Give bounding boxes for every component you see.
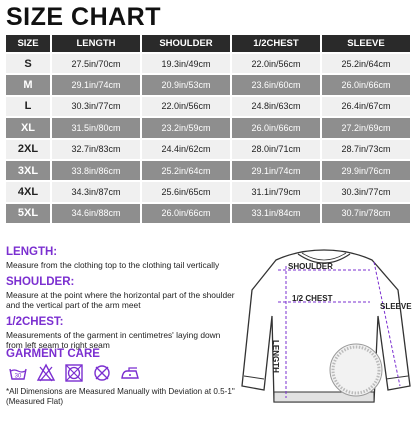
- diagram-label-shoulder: SHOULDER: [288, 262, 333, 271]
- cell-shoulder: 26.0in/66cm: [142, 204, 230, 223]
- size-chart-table: [4, 33, 412, 225]
- cell-shoulder: 23.2in/59cm: [142, 118, 230, 137]
- diagram-label-sleeve: SLEEVE: [380, 302, 412, 311]
- cell-chest: 29.1in/74cm: [232, 161, 320, 180]
- cell-sleeve: 30.7in/78cm: [322, 204, 410, 223]
- cell-length: 33.8in/86cm: [52, 161, 140, 180]
- sweatshirt-illustration: [236, 246, 416, 416]
- cell-size: 4XL: [6, 182, 50, 201]
- cell-size: 2XL: [6, 140, 50, 159]
- care-icons: [8, 363, 140, 383]
- cell-size: L: [6, 97, 50, 116]
- cell-sleeve: 26.4in/67cm: [322, 97, 410, 116]
- svg-text:30: 30: [14, 373, 22, 380]
- cell-shoulder: 25.2in/64cm: [142, 161, 230, 180]
- diagram-label-chest: 1/2 CHEST: [292, 294, 333, 303]
- diagram-label-length: LENGTH: [271, 340, 280, 373]
- cell-shoulder: 24.4in/62cm: [142, 140, 230, 159]
- cell-length: 29.1in/74cm: [52, 75, 140, 94]
- cell-length: 34.6in/88cm: [52, 204, 140, 223]
- table-row: [6, 140, 410, 159]
- cell-shoulder: 25.6in/65cm: [142, 182, 230, 201]
- table-row: [6, 118, 410, 137]
- measurement-guide: [6, 246, 236, 356]
- cell-chest: 24.8in/63cm: [232, 97, 320, 116]
- page-title: SIZE CHART: [6, 3, 161, 31]
- table-row: [6, 75, 410, 94]
- table-row: [6, 54, 410, 73]
- cell-length: 31.5in/80cm: [52, 118, 140, 137]
- cell-size: S: [6, 54, 50, 73]
- cell-chest: 31.1in/79cm: [232, 182, 320, 201]
- header-chest: 1/2CHEST: [232, 35, 320, 52]
- header-size: SIZE: [6, 35, 50, 52]
- length-description: Measure from the clothing top to the clothing tail vertically: [6, 260, 220, 270]
- measurement-note: *All Dimensions are Measured Manually with Deviation at 0.5-1" (Measured Flat): [6, 387, 235, 406]
- header-length: LENGTH: [52, 35, 140, 52]
- no-dry-clean-icon: [92, 363, 112, 383]
- cell-sleeve: 26.0in/66cm: [322, 75, 410, 94]
- cell-sleeve: 29.9in/76cm: [322, 161, 410, 180]
- table-row: [6, 204, 410, 223]
- chest-description: Measurements of the garment in centimetres' laying down from left seam to right seam: [6, 329, 221, 350]
- cell-chest: 26.0in/66cm: [232, 118, 320, 137]
- cell-length: 27.5in/70cm: [52, 54, 140, 73]
- cell-size: M: [6, 75, 50, 94]
- no-bleach-icon: [36, 363, 56, 383]
- cell-chest: 33.1in/84cm: [232, 204, 320, 223]
- length-heading: LENGTH:: [6, 246, 58, 258]
- tumble-dry-icon: [64, 363, 84, 383]
- table-header-row: [6, 35, 410, 52]
- cell-shoulder: 19.3in/49cm: [142, 54, 230, 73]
- low-iron-icon: [120, 363, 140, 383]
- table-row: [6, 97, 410, 116]
- cell-chest: 23.6in/60cm: [232, 75, 320, 94]
- cell-chest: 28.0in/71cm: [232, 140, 320, 159]
- cell-shoulder: 20.9in/53cm: [142, 75, 230, 94]
- cell-sleeve: 27.2in/69cm: [322, 118, 410, 137]
- chest-heading: 1/2CHEST:: [6, 315, 64, 328]
- table-row: [6, 161, 410, 180]
- garment-care-heading: GARMENT CARE: [6, 348, 100, 360]
- cell-sleeve: 28.7in/73cm: [322, 140, 410, 159]
- header-shoulder: SHOULDER: [142, 35, 230, 52]
- cell-length: 34.3in/87cm: [52, 182, 140, 201]
- shoulder-description: Measure at the point where the horizontal part of the shoulder and the vertical part of the arm meet: [6, 289, 235, 310]
- cell-chest: 22.0in/56cm: [232, 54, 320, 73]
- header-sleeve: SLEEVE: [322, 35, 410, 52]
- sweatshirt-diagram: [236, 246, 416, 416]
- cell-length: 32.7in/83cm: [52, 140, 140, 159]
- shoulder-heading: SHOULDER:: [6, 275, 75, 288]
- cell-length: 30.3in/77cm: [52, 97, 140, 116]
- cell-sleeve: 25.2in/64cm: [322, 54, 410, 73]
- cell-shoulder: 22.0in/56cm: [142, 97, 230, 116]
- cell-size: 5XL: [6, 204, 50, 223]
- cell-size: 3XL: [6, 161, 50, 180]
- cell-sleeve: 30.3in/77cm: [322, 182, 410, 201]
- table-row: [6, 182, 410, 201]
- hand-wash-icon: [8, 363, 28, 383]
- cell-size: XL: [6, 118, 50, 137]
